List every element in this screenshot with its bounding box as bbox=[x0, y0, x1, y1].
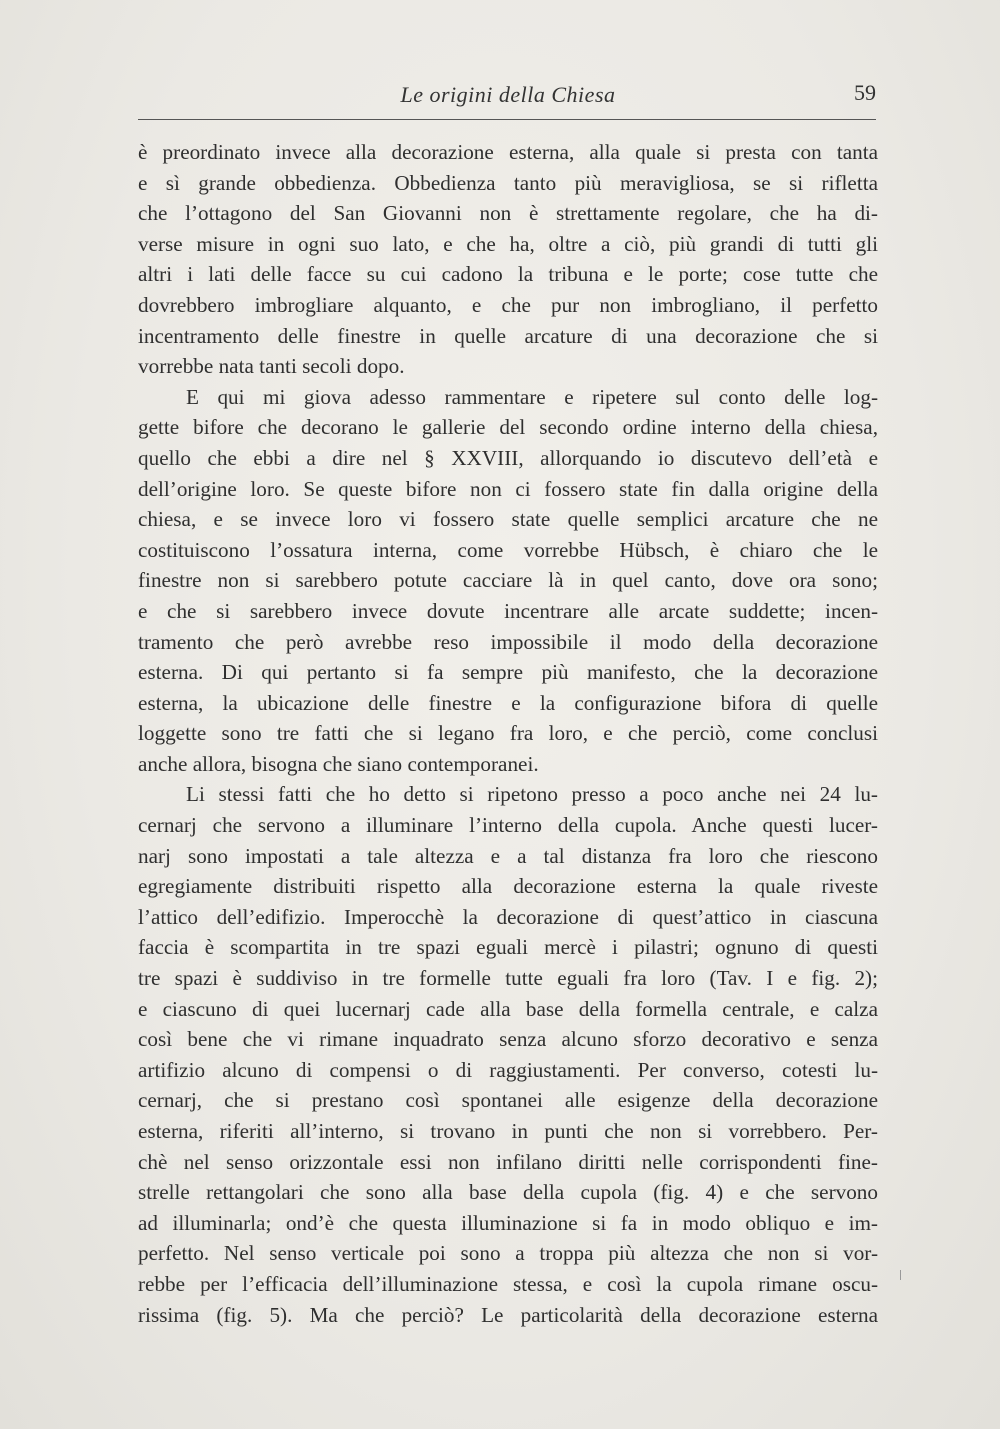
text-line: dell’origine loro. Se queste bifore non ci fossero state fin dalla origine della bbox=[138, 476, 878, 501]
text-line: strelle rettangolari che sono alla base della cupola (fig. 4) e che servono bbox=[138, 1180, 878, 1205]
text-line: ad illuminarla; ond’è che questa illuminazione si fa in modo obliquo e im- bbox=[138, 1210, 878, 1235]
text-line: e che si sarebbero invece dovute incentrare alle arcate suddette; incen- bbox=[138, 598, 878, 623]
running-head bbox=[138, 78, 878, 112]
text-line: E qui mi giova adesso rammentare e ripetere sul conto delle log- bbox=[186, 384, 878, 409]
text-line: rebbe per l’efficacia dell’illuminazione stessa, e così la cupola rimane oscu- bbox=[138, 1271, 878, 1296]
text-line: vorrebbe nata tanti secoli dopo. bbox=[138, 354, 405, 379]
text-line: esterna, la ubicazione delle finestre e la configurazione bifora di quelle bbox=[138, 690, 878, 715]
text-line: finestre non si sarebbero potute cacciare là in quel canto, dove ora sono; bbox=[138, 568, 878, 593]
text-line: esterna, riferiti all’interno, si trovano in punti che non si vorrebbero. Per- bbox=[138, 1119, 878, 1143]
text-line: dovrebbero imbrogliare alquanto, e che pur non imbrogliano, il perfetto bbox=[138, 292, 878, 317]
running-title: Le origini della Chiesa bbox=[400, 82, 616, 107]
text-line: Li stessi fatti che ho detto si ripetono presso a poco anche nei 24 lu- bbox=[186, 782, 878, 807]
page-number: 59 bbox=[854, 80, 876, 105]
text-line: e sì grande obbedienza. Obbedienza tanto più meravigliosa, se si rifletta bbox=[138, 170, 878, 195]
text-line: e ciascuno di quei lucernarj cade alla base della formella centrale, e calza bbox=[138, 996, 878, 1021]
text-line: faccia è scompartita in tre spazi eguali mercè i pilastri; ognuno di questi bbox=[138, 935, 878, 960]
margin-mark bbox=[900, 1270, 905, 1280]
text-line: così bene che vi rimane inquadrato senza alcuno sforzo decorativo e senza bbox=[138, 1027, 878, 1052]
text-line: incentramento delle finestre in quelle arcature di una decorazione che si bbox=[138, 323, 878, 348]
text-line: costituiscono l’ossatura interna, come vorrebbe Hübsch, è chiaro che le bbox=[138, 537, 878, 562]
header-rule bbox=[138, 119, 876, 120]
text-line: esterna. Di qui pertanto si fa sempre più manifesto, che la decorazione bbox=[138, 660, 878, 685]
text-line: anche allora, bisogna che siano contemporanei. bbox=[138, 751, 539, 776]
text-line: tre spazi è suddiviso in tre formelle tutte eguali fra loro (Tav. I e fig. 2); bbox=[138, 966, 878, 991]
body-text bbox=[138, 137, 878, 1330]
text-line: chiesa, e se invece loro vi fossero state quelle semplici arcature che ne bbox=[138, 507, 878, 532]
text-line: chè nel senso orizzontale essi non infilano diritti nelle corrispondenti fine- bbox=[138, 1149, 878, 1174]
text-line: loggette sono tre fatti che si legano fra loro, e che perciò, come conclusi bbox=[138, 721, 878, 746]
text-line: artifizio alcuno di compensi o di raggiustamenti. Per converso, cotesti lu- bbox=[138, 1057, 878, 1082]
text-line: altri i lati delle facce su cui cadono la tribuna e le porte; cose tutte che bbox=[138, 262, 878, 287]
text-line: è preordinato invece alla decorazione esterna, alla quale si presta con tanta bbox=[138, 140, 878, 164]
text-line: quello che ebbi a dire nel § XXVIII, allorquando io discutevo dell’età e bbox=[138, 445, 878, 470]
text-line: gette bifore che decorano le gallerie del secondo ordine interno della chiesa, bbox=[138, 415, 878, 440]
text-line: verse misure in ogni suo lato, e che ha, oltre a ciò, più grandi di tutti gli bbox=[138, 231, 878, 256]
text-line: tramento che però avrebbe reso impossibile il modo della decorazione bbox=[138, 629, 878, 654]
text-line: l’attico dell’edifizio. Imperocchè la decorazione di quest’attico in ciascuna bbox=[138, 904, 878, 929]
text-line: cernarj che servono a illuminare l’interno della cupola. Anche questi lucer- bbox=[138, 813, 878, 838]
text-line: rissima (fig. 5). Ma che perciò? Le particolarità della decorazione esterna bbox=[138, 1302, 878, 1327]
text-line: che l’ottagono del San Giovanni non è strettamente regolare, che ha di- bbox=[138, 201, 878, 226]
text-line: narj sono impostati a tale altezza e a tal distanza fra loro che riescono bbox=[138, 843, 878, 868]
text-line: perfetto. Nel senso verticale poi sono a troppa più altezza che non si vor- bbox=[138, 1241, 878, 1266]
text-line: egregiamente distribuiti rispetto alla decorazione esterna la quale riveste bbox=[138, 874, 878, 899]
text-line: cernarj, che si prestano così spontanei alle esigenze della decorazione bbox=[138, 1088, 878, 1113]
